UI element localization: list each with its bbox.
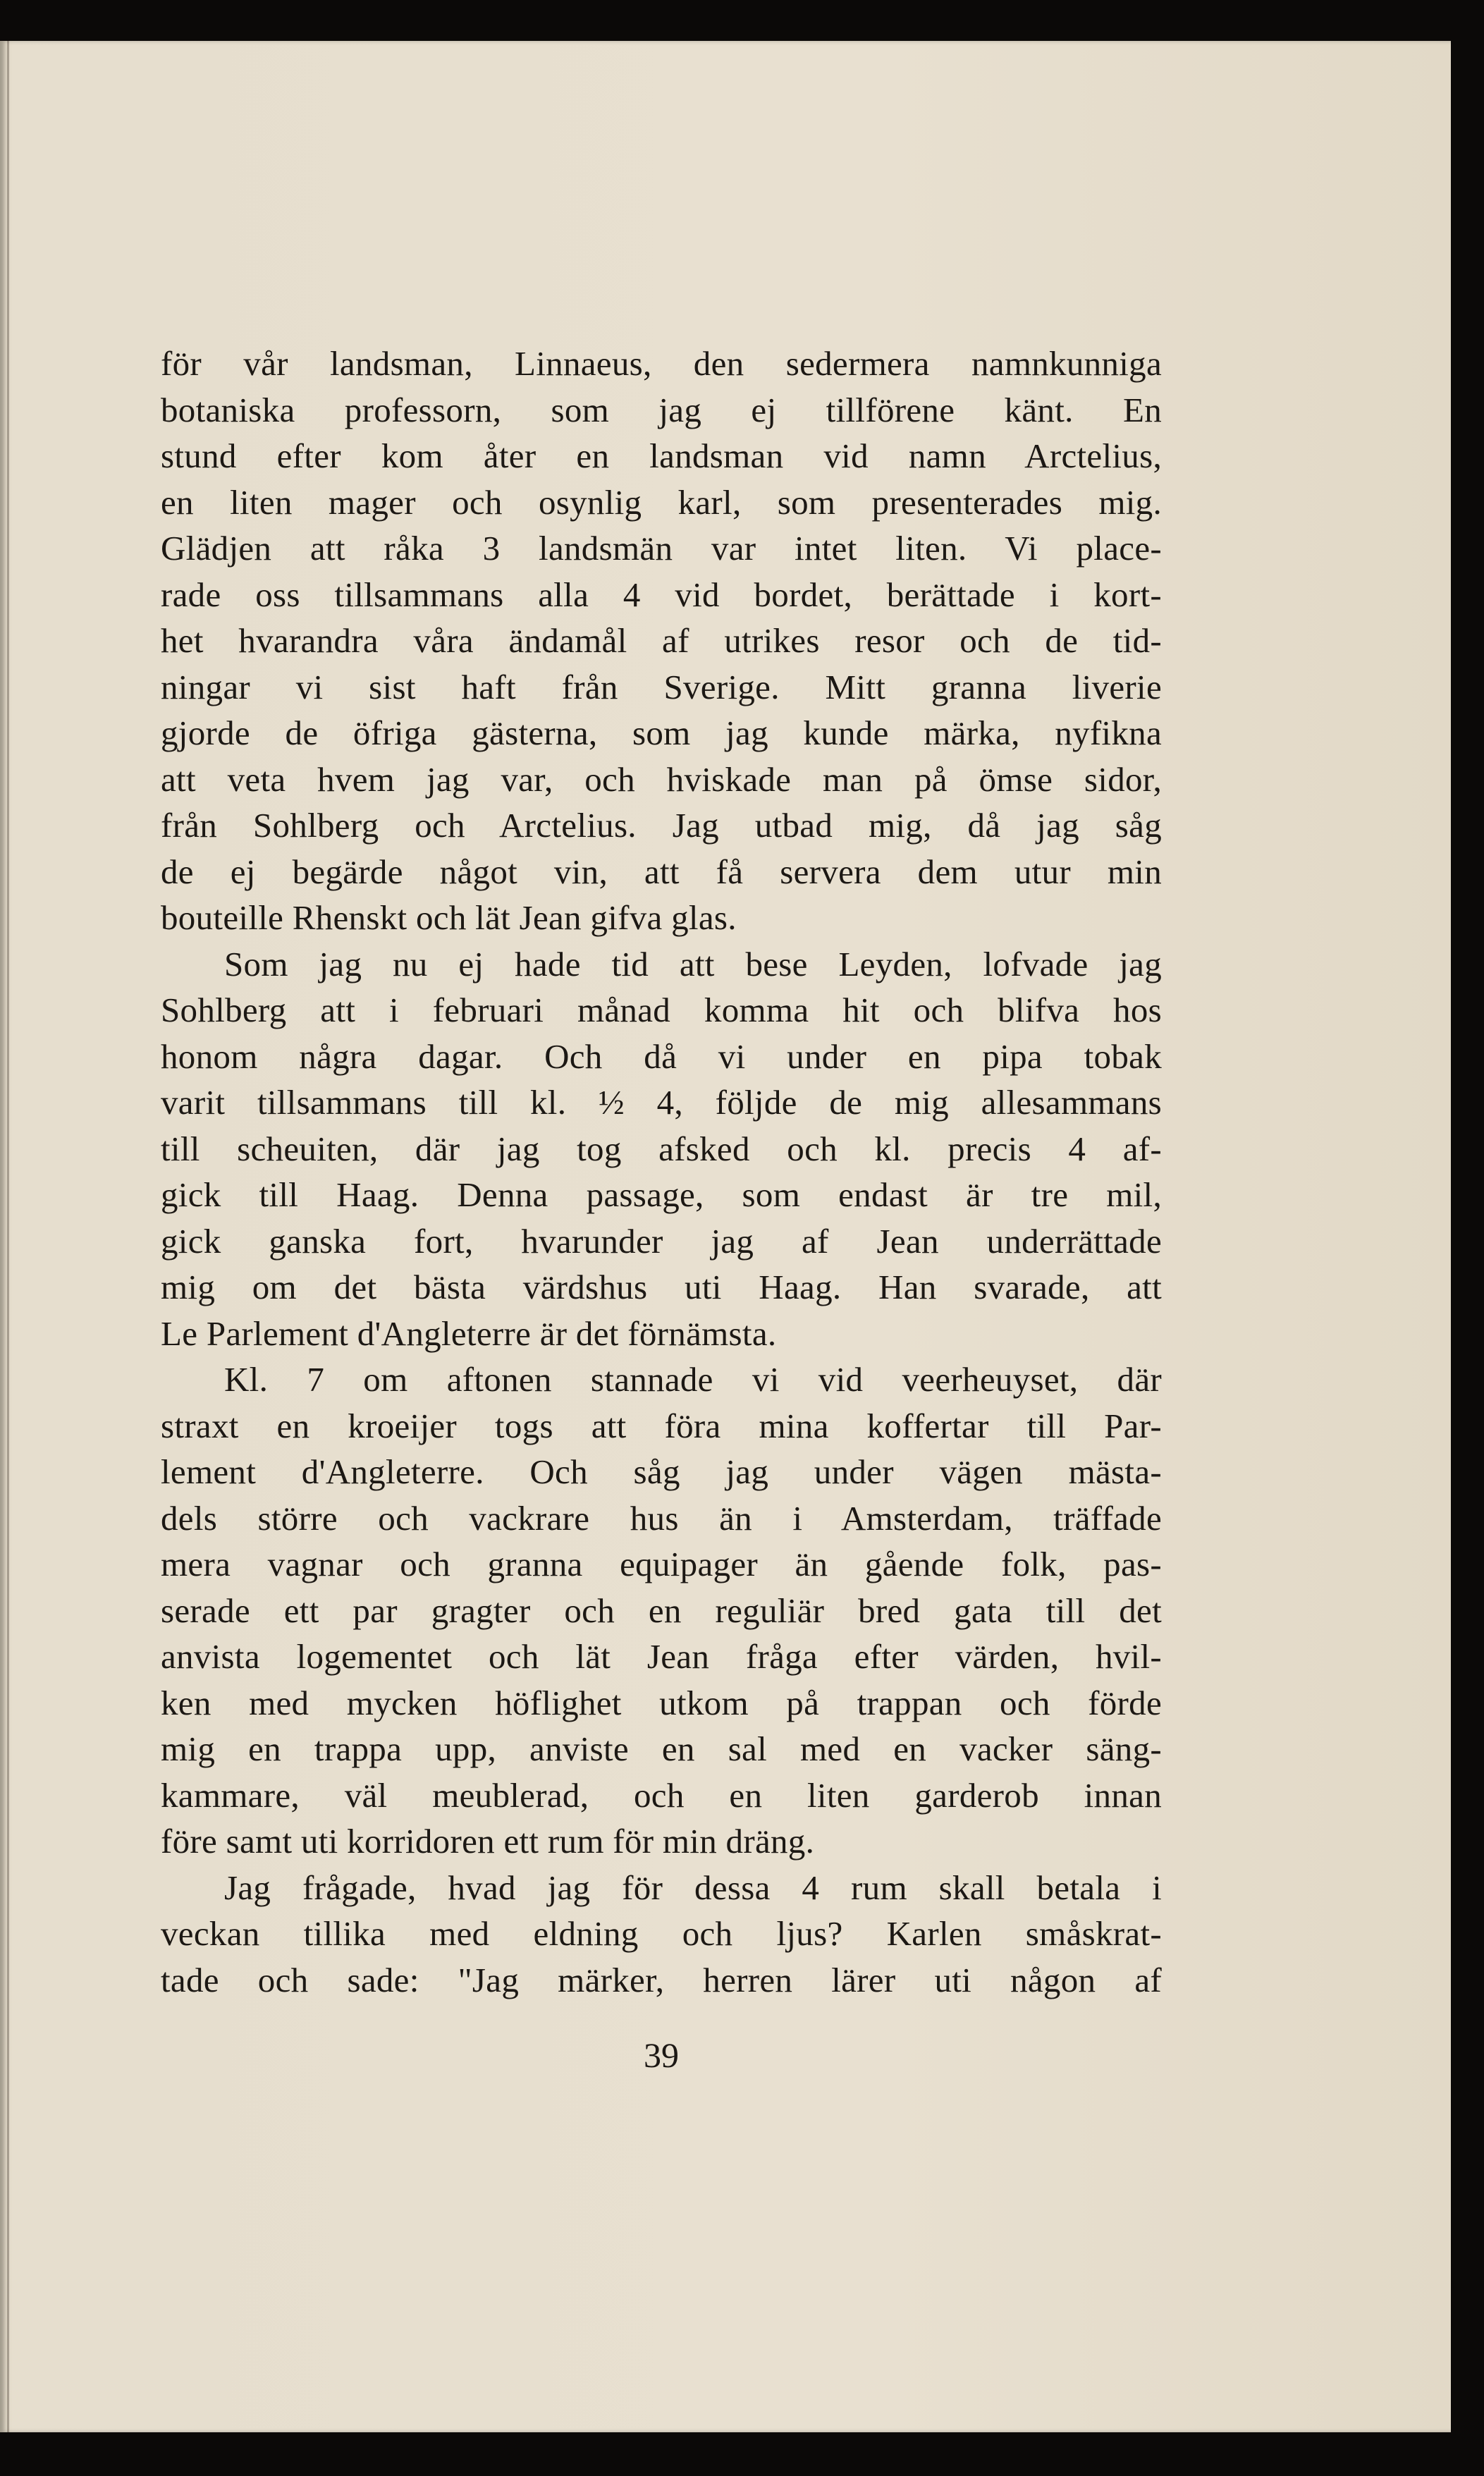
text-line: till scheuiten, där jag tog afsked och kl. precis 4 af- — [161, 1129, 1162, 1168]
text-line: att veta hvem jag var, och hviskade man på ömse sidor, — [161, 759, 1162, 799]
text-line: från Sohlberg och Arctelius. Jag utbad mig, då jag såg — [161, 806, 1162, 845]
text-line: veckan tillika med eldning och ljus? Karlen småskrat- — [161, 1914, 1162, 1953]
text-line: de ej begärde något vin, att få servera dem utur min — [161, 852, 1162, 891]
text-line: gjorde de öfriga gästerna, som jag kunde märka, nyfikna — [161, 713, 1162, 752]
text-line: gick ganska fort, hvarunder jag af Jean underrättade — [161, 1221, 1162, 1261]
text-line: Som jag nu ej hade tid att bese Leyden, lofvade jag — [224, 944, 1162, 983]
text-line: en liten mager och osynlig karl, som presenterades mig. — [161, 482, 1162, 522]
text-line: gick till Haag. Denna passage, som endast är tre mil, — [161, 1175, 1162, 1214]
text-line: straxt en kroeijer togs att föra mina koffertar till Par- — [161, 1406, 1162, 1445]
text-line: dels större och vackrare hus än i Amsterdam, träffade — [161, 1498, 1162, 1538]
text-line: Le Parlement d'Angleterre är det förnämsta. — [161, 1313, 777, 1353]
text-line: botaniska professorn, som jag ej tillförene känt. En — [161, 390, 1162, 429]
text-line: stund efter kom åter en landsman vid namn Arctelius, — [161, 436, 1162, 475]
text-line: bouteille Rhenskt och lät Jean gifva glas. — [161, 898, 737, 937]
body-text — [161, 341, 1162, 2003]
text-line: Jag frågade, hvad jag för dessa 4 rum skall betala i — [224, 1868, 1162, 1907]
text-line: het hvarandra våra ändamål af utrikes resor och de tid- — [161, 621, 1162, 660]
text-line: rade oss tillsammans alla 4 vid bordet, berättade i kort- — [161, 575, 1162, 614]
text-line: kammare, väl meublerad, och en liten garderob innan — [161, 1775, 1162, 1815]
text-line: mig om det bästa värdshus uti Haag. Han svarade, att — [161, 1268, 1162, 1306]
text-line: för vår landsman, Linnaeus, den sedermera namnkunniga — [161, 344, 1162, 383]
book-page — [0, 41, 1451, 2432]
text-line: honom några dagar. Och då vi under en pipa tobak — [161, 1036, 1162, 1076]
text-line: före samt uti korridoren ett rum för min dräng. — [161, 1822, 815, 1861]
text-line: ken med mycken höflighet utkom på trappan och förde — [161, 1683, 1162, 1722]
text-line: serade ett par gragter och en reguliär bred gata till det — [161, 1591, 1162, 1630]
text-line: mera vagnar och granna equipager än gående folk, pas- — [161, 1545, 1162, 1583]
text-line: anvista logementet och lät Jean fråga efter värden, hvil- — [161, 1637, 1162, 1676]
text-line: Sohlberg att i februari månad komma hit och blifva hos — [161, 991, 1162, 1029]
text-line: tade och sade: "Jag märker, herren lärer uti någon af — [161, 1960, 1162, 1999]
text-line: varit tillsammans till kl. ½ 4, följde de mig allesammans — [161, 1083, 1162, 1122]
page-number: 39 — [644, 2035, 679, 2075]
text-line: mig en trappa upp, anviste en sal med en vacker säng- — [161, 1729, 1162, 1768]
text-line: lement d'Angleterre. Och såg jag under vägen mästa- — [161, 1452, 1162, 1491]
text-line: Glädjen att råka 3 landsmän var intet liten. Vi place- — [161, 529, 1162, 568]
text-line: Kl. 7 om aftonen stannade vi vid veerheuyset, där — [224, 1360, 1162, 1399]
text-line: ningar vi sist haft från Sverige. Mitt granna liverie — [161, 667, 1162, 706]
